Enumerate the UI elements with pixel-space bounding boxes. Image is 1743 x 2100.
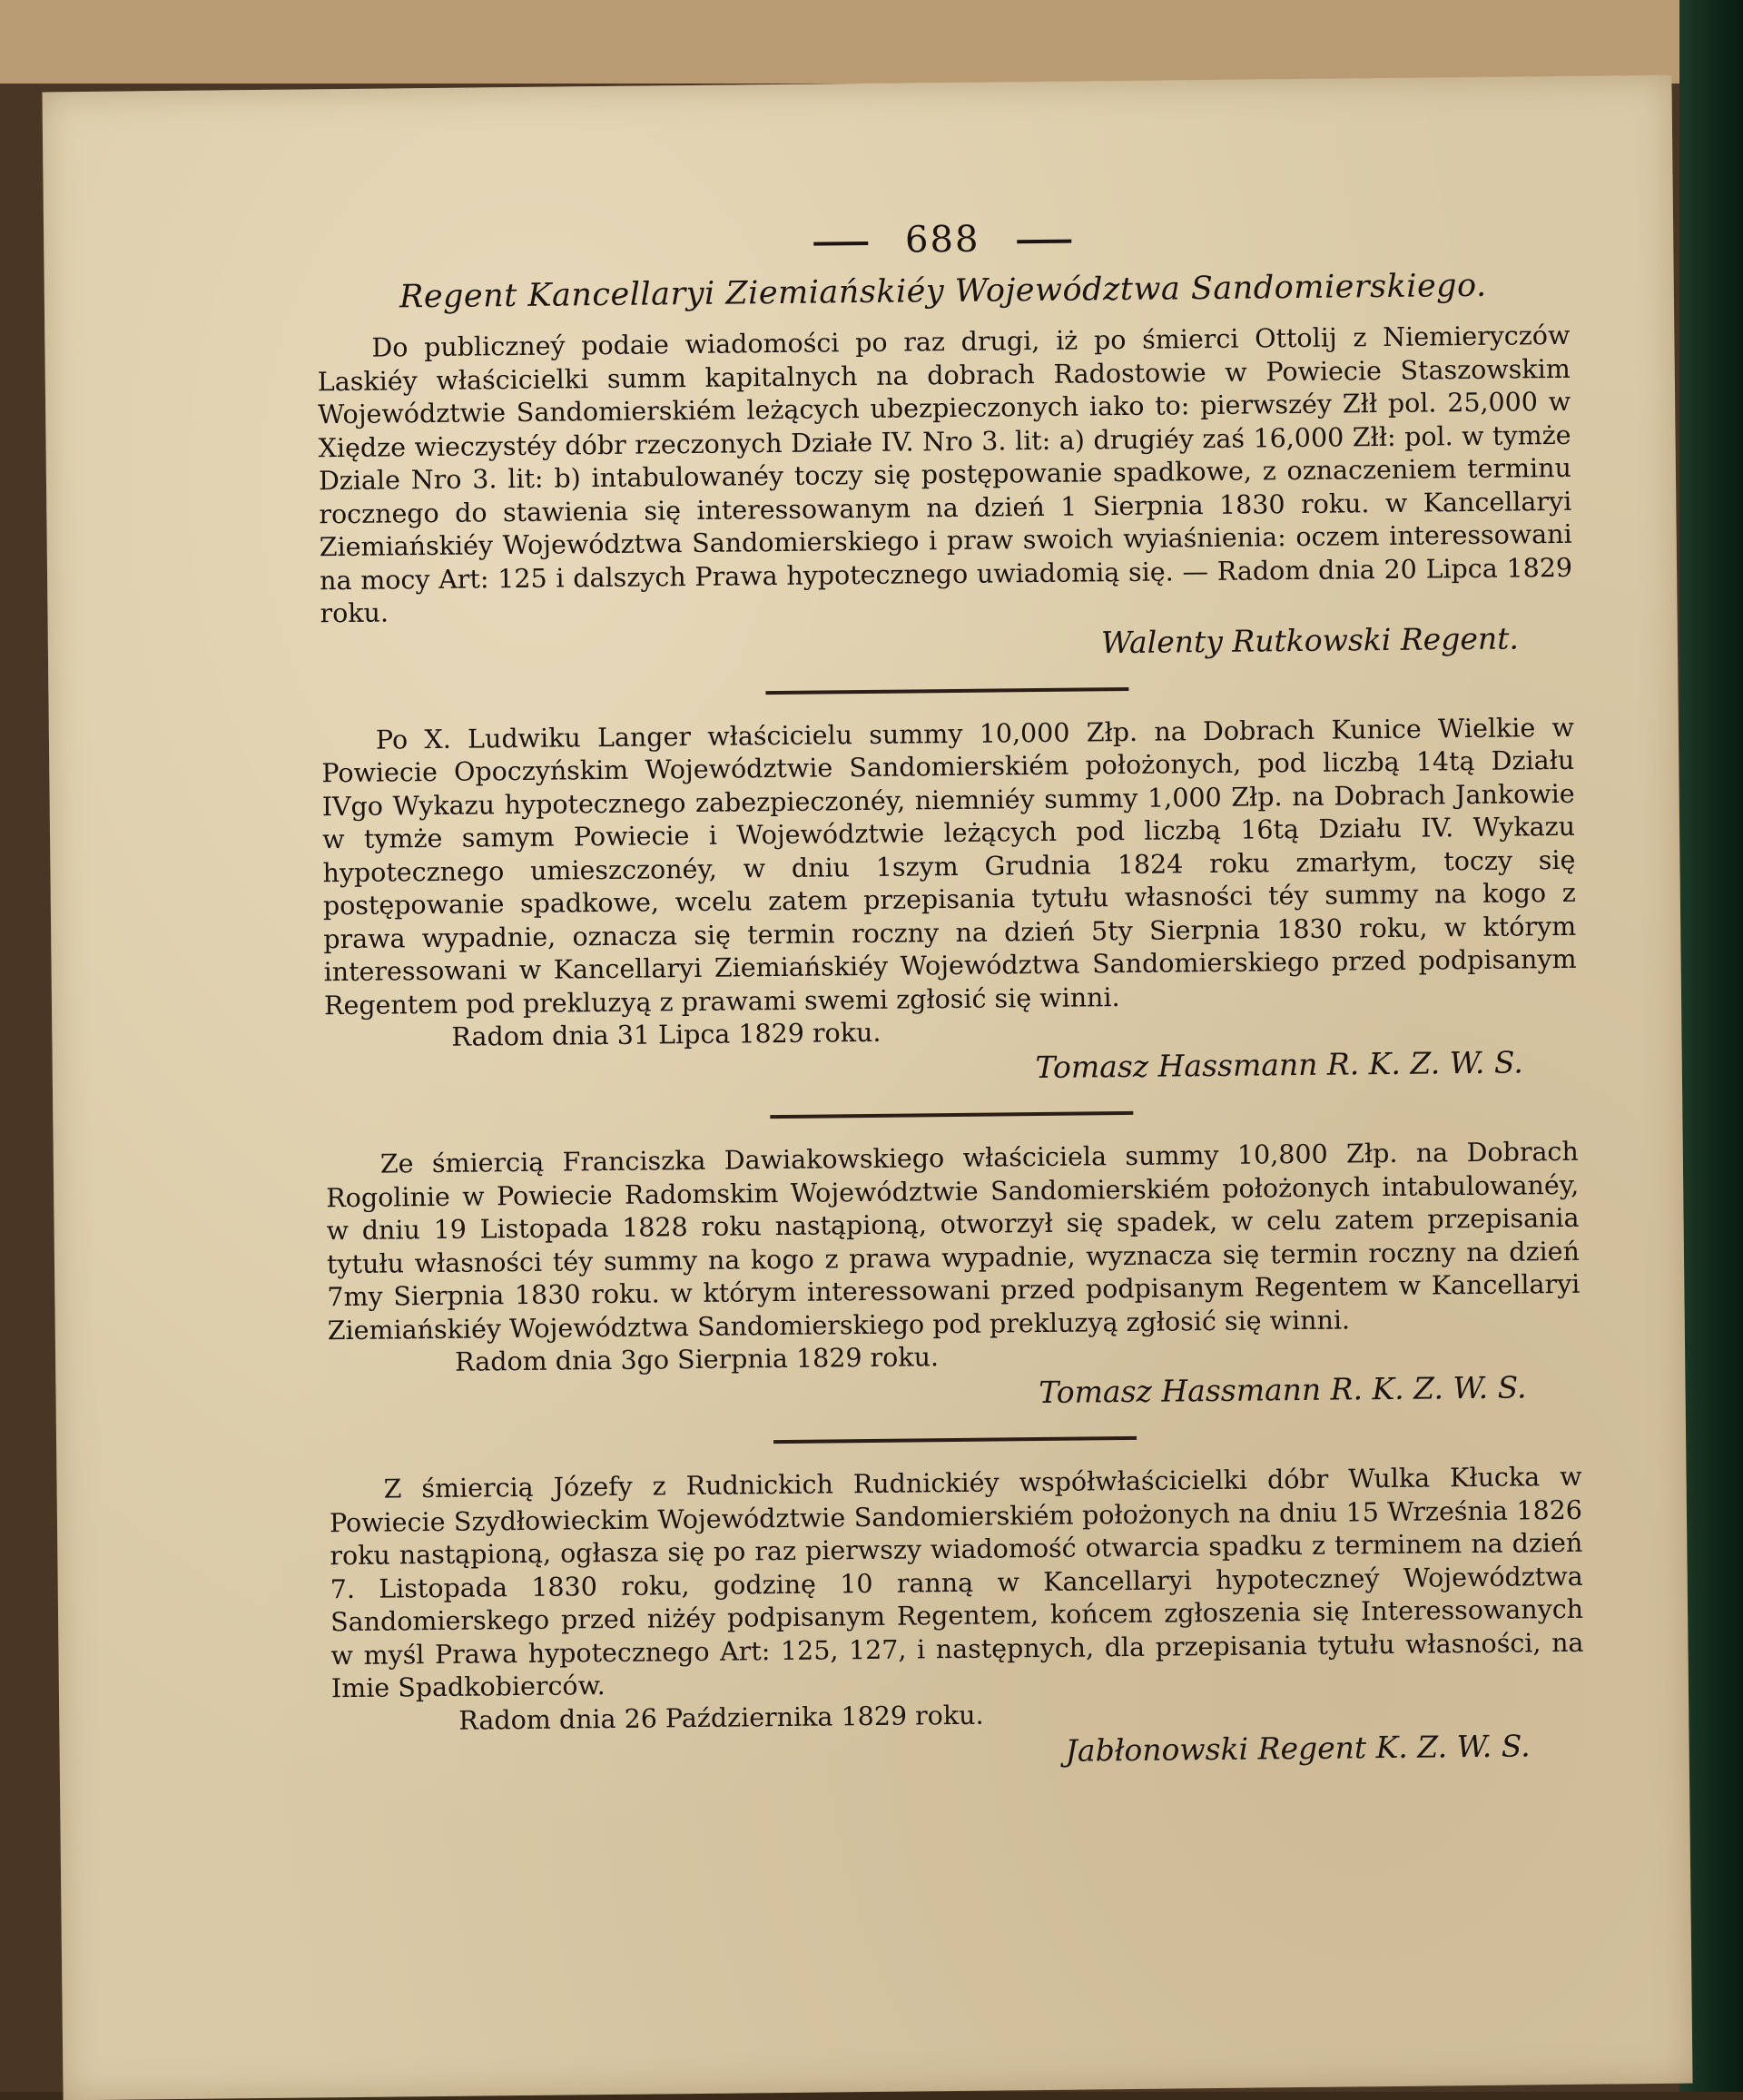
divider-rule-2	[770, 1111, 1133, 1119]
divider-rule-1	[765, 686, 1128, 694]
document-page	[42, 75, 1692, 2100]
page-header	[316, 212, 1569, 267]
header-dash-left	[813, 242, 868, 246]
notice-3-signature: Tomasz Hassmann R. K. Z. W. S.	[1039, 1369, 1527, 1411]
notice-2-date: Radom dnia 31 Lipca 1829 roku.	[451, 1017, 881, 1052]
notice-2-signature: Tomasz Hassmann R. K. Z. W. S.	[1035, 1044, 1523, 1086]
page-content	[316, 212, 1585, 1780]
notice-4-date: Radom dnia 26 Października 1829 roku.	[458, 1700, 984, 1736]
notice-4-signature: Jabłonowski Regent K. Z. W. S.	[1065, 1727, 1531, 1769]
notice-1	[317, 320, 1573, 668]
notice-1-text: Do publiczneý podaie wiadomości po raz drugi, iż po śmierci Ottolij z Niemieryczów Laskiéy właścicielki summ kapitalnych na dobrach Radostowie w Powiecie Staszowskim Województwie Sandomierskiém leżących ubezpieczonych iako to: pierwszéy Złł pol. 25,000 w Xiędze wieczystéy dóbr rzeczonych Działe IV. Nro 3. lit: a) drugiéy zaś 16,000 Złł: pol. w tymże Dziale Nro 3. lit: b) intabulowanéy toczy się postępowanie spadkowe, z oznaczeniem terminu rocznego do stawienia się interessowanym na dzień 1 Sierpnia 1830 roku. w Kancellaryi Ziemiańskiéy Województwa Sandomierskiego i praw swoich wyiaśnienia: oczem interessowani na mocy Art: 125 i dalszych Prawa hypotecznego uwiadomią się. — Radom dnia 20 Lipca 1829 roku.	[317, 320, 1573, 629]
notice-4	[329, 1461, 1584, 1776]
notice-3-text: Ze śmiercią Franciszka Dawiakowskiego właściciela summy 10,800 Złp. na Dobrach Rogolinie w Powiecie Radomskim Województwie Sandomierskiém położonych intabulowanéy, w dniu 19 Listopada 1828 roku nastąpioną, otworzył się spadek, w celu zatem przepisania tytułu własności téy summy na kogo z prawa wypadnie, wyznacza się termin roczny na dzień 7my Sierpnia 1830 roku. w którym interessowani przed podpisanym Regentem w Kancellaryi Ziemiańskiéy Województwa Sandomierskiego pod prekluzyą zgłosić się winni.	[326, 1136, 1581, 1346]
notice-3-date: Radom dnia 3go Sierpnia 1829 roku.	[454, 1342, 940, 1377]
notice-1-signature: Walenty Rutkowski Regent.	[1100, 619, 1520, 660]
notice-2-text: Po X. Ludwiku Langer właścicielu summy 10,000 Złp. na Dobrach Kunice Wielkie w Powiecie Opoczyńskim Województwie Sandomierskiém położonych, pod liczbą 14tą Działu IVgo Wykazu hypotecznego zabezpieczonéy, niemniéy summy 1,000 Złp. na Dobrach Jankowie w tymże samym Powiecie i Województwie leżących pod liczbą 16tą Działu IV. Wykazu hypotecznego umieszczonéy, w dniu 1szym Grudnia 1824 roku zmarłym, toczy się postępowanie spadkowe, wcelu zatem przepisania tytułu własności téy summy na kogo z prawa wypadnie, oznacza się termin roczny na dzień 5ty Sierpnia 1830 roku, w którym interessowani w Kancellaryi Ziemiańskiéy Województwa Sandomierskiego przed podpisanym Regentem pod prekluzyą z prawami swemi zgłosić się winni.	[321, 712, 1577, 1020]
notice-3	[326, 1136, 1581, 1417]
page-number: 688	[904, 218, 980, 261]
notice-2	[321, 711, 1578, 1092]
divider-rule-3	[773, 1436, 1137, 1444]
header-dash-right	[1017, 240, 1071, 244]
notice-4-text: Z śmiercią Józefy z Rudnickich Rudnickiéy współwłaścicielki dóbr Wulka Kłucka w Powiecie Szydłowieckim Województwie Sandomierskiém położonych na dniu 15 Września 1826 roku nastąpioną, ogłasza się po raz pierwszy wiadomość otwarcia spadku z terminem na dzień 7. Listopada 1830 roku, godzinę 10 ranną w Kancellaryi hypoteczneý Województwa Sandomierskego przed niżéy podpisanym Regentem, końcem zgłoszenia się Interessowanych w myśl Prawa hypotecznego Art: 125, 127, i następnych, dla przepisania tytułu własności, na Imie Spadkobierców.	[329, 1461, 1584, 1704]
page-top-edge	[0, 0, 1679, 84]
section-heading: Regent Kancellaryi Ziemiańskiéy Województwa Sandomierskiego.	[399, 267, 1487, 316]
